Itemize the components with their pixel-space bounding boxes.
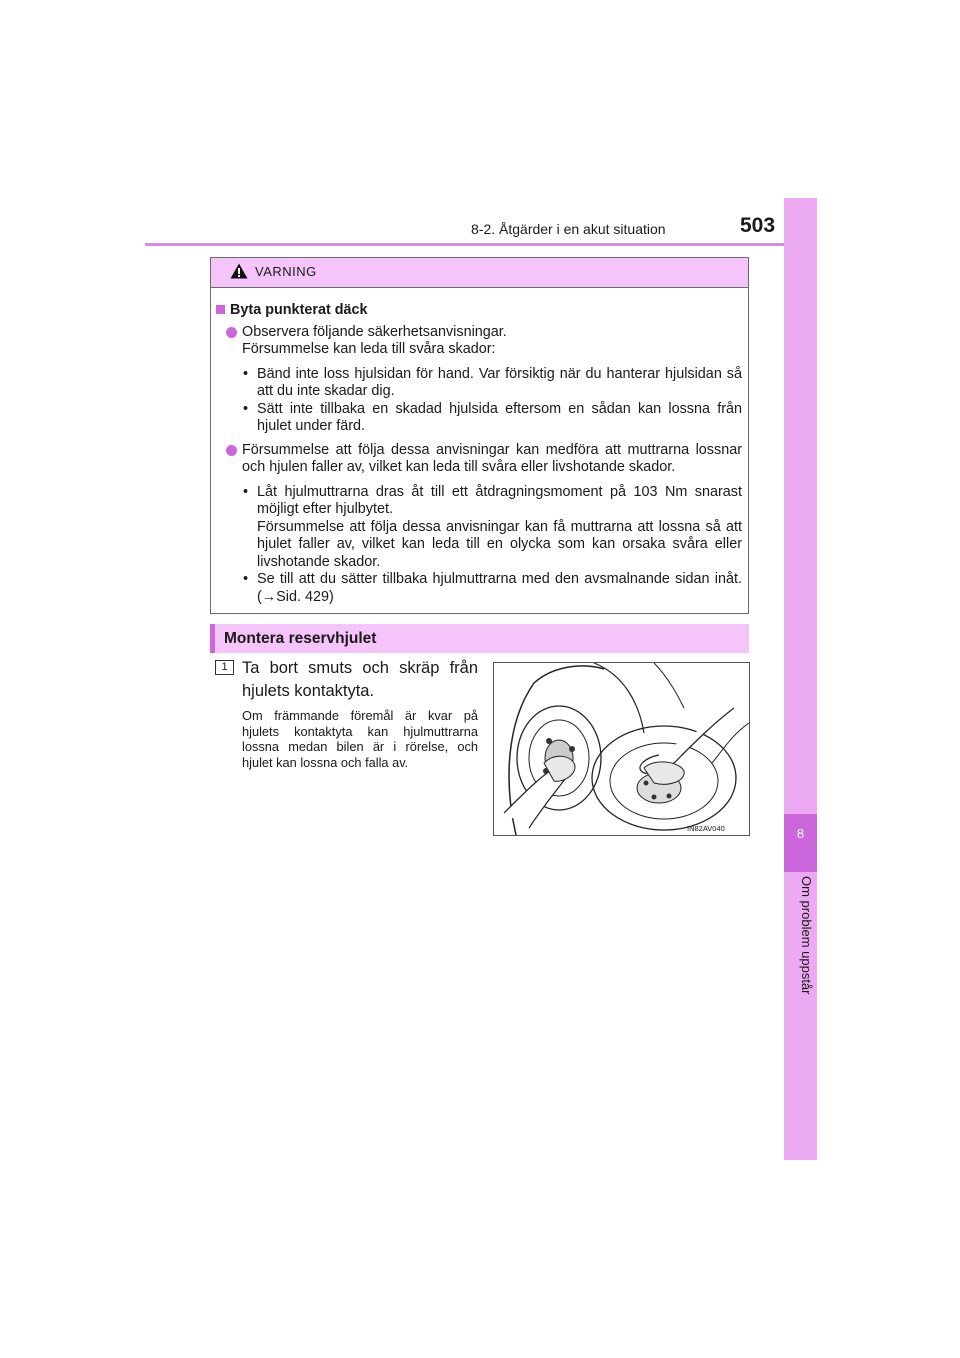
square-bullet-icon	[216, 305, 225, 314]
chapter-number-tab	[784, 814, 817, 872]
illustration-code: IN82AV040	[687, 824, 725, 833]
warning-title: VARNING	[255, 264, 317, 279]
point1-bullets	[216, 366, 742, 436]
warning-box	[210, 257, 749, 614]
section-heading: Montera reservhjulet	[224, 630, 377, 647]
step-description: Om främmande föremål är kvar på hjulets kontaktyta kan hjulmuttrarna lossna medan bilen är i rörelse, och hjulet kan lossna och falla av.	[242, 708, 478, 770]
warning-heading: Byta punkterat däck	[216, 302, 742, 320]
point2-bullets	[216, 484, 742, 607]
list-item: • Se till att du sätter tillbaka hjulmuttrarna med den avsmalnande sidan inåt. (→Sid. 429)	[242, 571, 742, 606]
point1-line1: Observera följande säkerhetsanvisningar.	[242, 323, 507, 340]
wheel-cleaning-illustration	[493, 662, 750, 836]
header-divider	[145, 243, 817, 246]
chapter-number: 8	[796, 826, 805, 841]
point1-line2: Försummelse kan leda till svåra skador:	[242, 341, 496, 357]
section-title: 8-2. Åtgärder i en akut situation	[471, 221, 666, 237]
page-number: 503	[740, 214, 776, 237]
section-bar-accent	[210, 624, 215, 653]
warning-body	[211, 288, 748, 606]
warning-header	[211, 258, 748, 288]
warning-point-1	[216, 324, 742, 359]
chapter-title: Om problem uppstår	[799, 876, 814, 995]
list-item: • Sätt inte tillbaka en skadad hjulsida eftersom en sådan kan lossna från hjulet under färd.	[242, 401, 742, 436]
warning-triangle-icon	[230, 263, 248, 284]
list-item: • Låt hjulmuttrarna dras åt till ett åtdragningsmoment på 103 Nm snarast möjligt efter hjulbytet. Försummelse att följa dessa anvisningar kan få muttrarna att lossna så att hjulet faller av, vilket kan leda till en olycka som kan orsaka svåra eller livshotande skador.	[242, 484, 742, 572]
circle-bullet-icon	[226, 327, 237, 338]
step-title: Ta bort smuts och skräp från hjulets kontaktyta.	[242, 659, 478, 700]
warning-point-2	[216, 442, 742, 477]
step-number-badge: 1	[215, 660, 234, 675]
list-item: • Bänd inte loss hjulsidan för hand. Var försiktig när du hanterar hjulsidan så att du inte skadar dig.	[242, 366, 742, 401]
circle-bullet-icon	[226, 445, 237, 456]
point2-text: Försummelse att följa dessa anvisningar kan medföra att muttrarna lossnar och hjulen faller av, vilket kan leda till svåra eller livshotande skador.	[242, 441, 742, 475]
chapter-side-tab	[784, 198, 817, 1160]
